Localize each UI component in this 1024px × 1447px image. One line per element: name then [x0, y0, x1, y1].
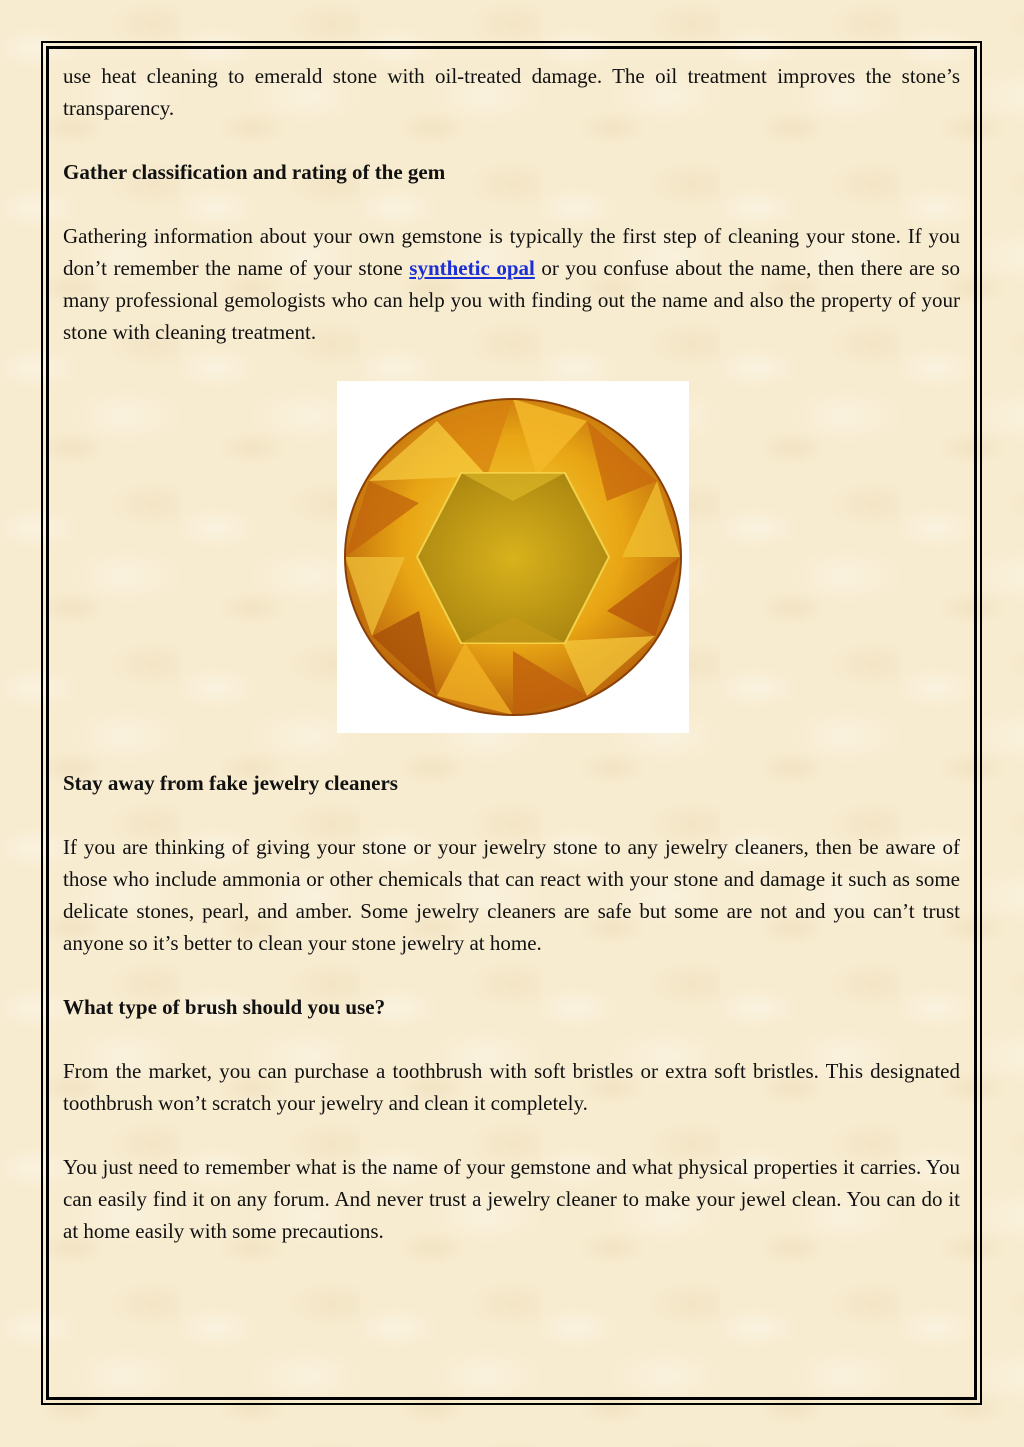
fake-cleaners-paragraph: If you are thinking of giving your stone or your jewelry stone to any jewelry cleaners, then be aware of those who include ammonia or other chemicals that can react with your stone and damage it such as some delicate stones, pearl, and amber. Some jewelry cleaners are safe but some are not and you can’t trust anyone so it’s better to clean your stone jewelry at home.: [63, 835, 960, 955]
yellow-sapphire-gemstone-icon: [337, 381, 689, 733]
gemstone-image: [337, 381, 689, 733]
section-heading-brush: What type of brush should you use?: [63, 995, 386, 1019]
classification-paragraph: [63, 220, 960, 348]
intro-paragraph: use heat cleaning to emerald stone with oil-treated damage. The oil treatment improves the stone’s transparency.: [63, 64, 960, 120]
section-heading-classification: Gather classification and rating of the gem: [63, 160, 446, 184]
synthetic-opal-link[interactable]: synthetic opal: [409, 256, 535, 280]
section-heading-fake-cleaners: Stay away from fake jewelry cleaners: [63, 771, 398, 795]
article-body: [63, 60, 960, 348]
brush-paragraph: From the market, you can purchase a toothbrush with soft bristles or extra soft bristles. This designated toothbrush won’t scratch your jewelry and clean it completely.: [63, 1059, 960, 1115]
classification-text-start: Gathering information about your own gemstone is typically the first step of cleaning your stone. If you don’t remember the name of your stone: [63, 224, 960, 280]
summary-paragraph: You just need to remember what is the name of your gemstone and what physical properties it carries. You can easily find it on any forum. And never trust a jewelry cleaner to make your jewel clean. You can do it at home easily with some precautions.: [63, 1155, 960, 1243]
article-body-lower: [63, 767, 960, 1247]
classification-text-end: or you confuse about the name, then there are so many professional gemologists who can help you with finding out the name and also the property of your stone with cleaning treatment.: [63, 256, 960, 344]
